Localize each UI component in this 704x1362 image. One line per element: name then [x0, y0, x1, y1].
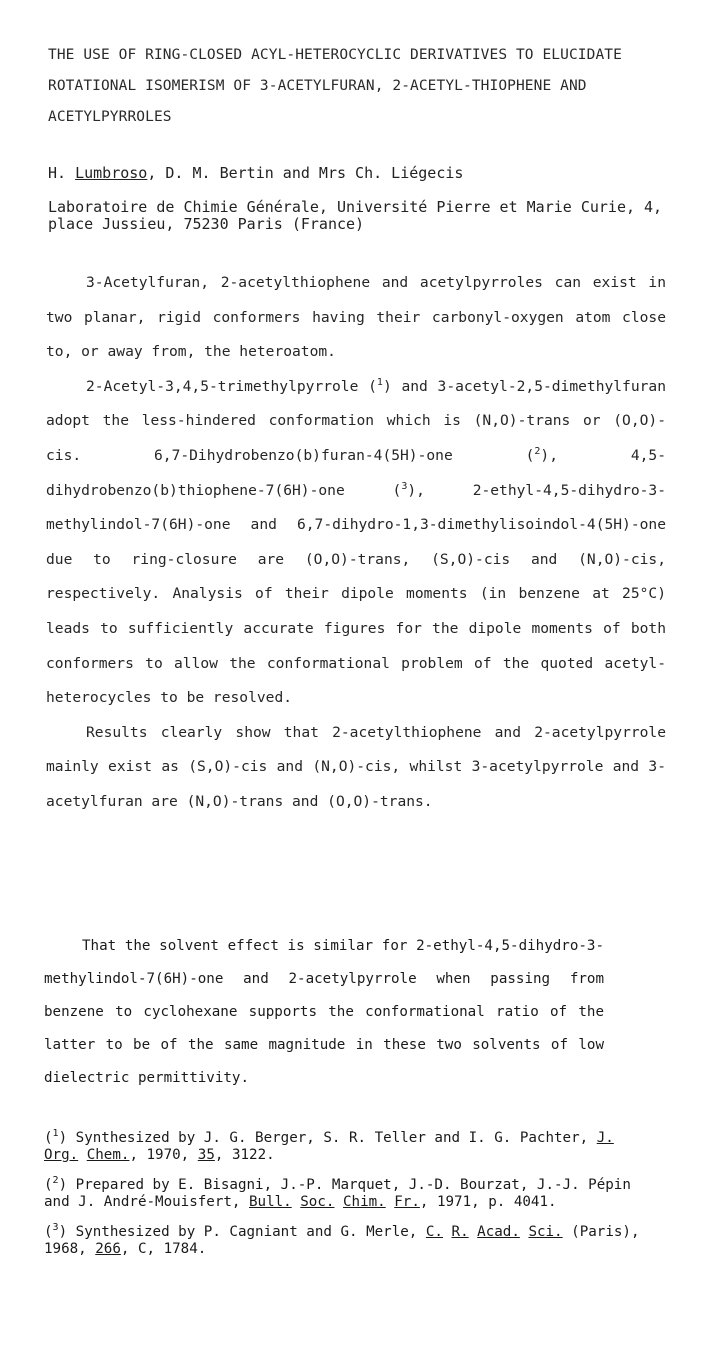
solvent-paragraph: That the solvent effect is similar for 2-ethyl-4,5-dihydro-3-methylindol-7(6H)-one and 2-acetylpyrrole when passing from benzene to cyclohexane supports the conformational ratio of the latter to be of the same magnitude in these two solvents of low dielectric permittivity.	[44, 938, 604, 1086]
footnote-run	[469, 1224, 478, 1240]
footnote-mark: 3	[52, 1222, 59, 1233]
author-line	[48, 160, 668, 186]
footnote-mark: 1	[52, 1128, 59, 1139]
footnote-underlined-run: J.	[596, 1130, 614, 1146]
footnote-underlined-run: Chim.	[342, 1194, 386, 1210]
footnote-run: , 3122.	[214, 1147, 275, 1163]
footnote-text	[44, 1177, 631, 1210]
footnote-underlined-run: 35	[197, 1147, 215, 1163]
footnote-text	[44, 1224, 639, 1257]
footnote-run	[443, 1224, 452, 1240]
footnotes	[44, 1130, 644, 1271]
footnote-run: , 1971, p. 4041.	[419, 1194, 557, 1210]
footnote-run	[386, 1194, 395, 1210]
paper-title: THE USE OF RING-CLOSED ACYL-HETEROCYCLIC DERIVATIVES TO ELUCIDATE ROTATIONAL ISOMERISM OF 3-ACETYLFURAN, 2-ACETYL-THIOPHENE AND ACETYLPYRROLES	[48, 47, 622, 125]
footnote-underlined-run: R.	[451, 1224, 469, 1240]
footnote-run: Synthesized by P. Cagniant and G. Merle,	[75, 1224, 426, 1240]
footnote-mark: 2	[52, 1175, 59, 1186]
footnote-2: ($^2$) Prepared by E. Bisagni, J.-P. Marquet, J.-D. Bourzat, J.-J. Pépin and J. André-Mouisfert, Bull. Soc. Chim. Fr., 1971, p. 4041.	[44, 1175, 631, 1210]
author-initial: H.	[48, 164, 76, 182]
footnote-text	[44, 1130, 614, 1163]
footnote-underlined-run: 266	[95, 1241, 121, 1257]
solvent-effect-section	[44, 930, 604, 1095]
abstract-text: ), 2-ethyl-4,5-dihydro-3-methylindol-7(6H)-one and 6,7-dihydro-1,3-dimethylisoindol-4(5H)-one due to ring-closure are (O,O)-trans, (S,O)-cis and (N,O)-cis, respectively. Analysis of their dipole moments (in benzene at 25°C) leads to sufficiently accurate figures for the dipole moments of both conformers to allow the conformational problem of the quoted acetyl-heterocycles to be resolved.	[46, 481, 666, 707]
abstract-text: 2-Acetyl-3,4,5-trimethylpyrrole (	[86, 377, 377, 395]
abstract-paragraph-3: Results clearly show that 2-acetylthiophene and 2-acetylpyrrole mainly exist as (S,O)-cis and (N,O)-cis, whilst 3-acetylpyrrole and 3-acetylfuran are (N,O)-trans and (O,O)-trans.	[46, 723, 666, 810]
abstract	[46, 266, 666, 820]
footnote-run: Prepared by E. Bisagni, J.-P. Marquet, J.-D. Bourzat, J.-J. Pépin and J. André-Mouisfert,	[44, 1177, 631, 1210]
abstract-text: ), 4,5-dihydrobenzo(b)thiophene-7(6H)-one (	[46, 446, 666, 499]
reference-mark: 3	[401, 480, 408, 492]
footnote-run	[292, 1194, 301, 1210]
footnote-underlined-run: Fr.	[394, 1194, 420, 1210]
footnote-underlined-run: Org.	[44, 1147, 79, 1163]
abstract-text: ) and 3-acetyl-2,5-dimethylfuran adopt the less-hindered conformation which is (N,O)-trans or (O,O)-cis. 6,7-Dihydrobenzo(b)furan-4(5H)-one (	[46, 377, 666, 464]
footnote-run: Synthesized by J. G. Berger, S. R. Teller and I. G. Pachter,	[75, 1130, 597, 1146]
affiliation: Laboratoire de Chimie Générale, Université Pierre et Marie Curie, 4, place Jussieu, 75230 Paris (France)	[48, 198, 663, 233]
footnote-run: , 1970,	[129, 1147, 198, 1163]
abstract-paragraph-1: 3-Acetylfuran, 2-acetylthiophene and acetylpyrroles can exist in two planar, rigid conformers having their carbonyl-oxygen atom close to, or away from, the heteroatom.	[46, 274, 666, 361]
author-underlined: Lumbroso	[75, 164, 148, 182]
footnote-underlined-run: Soc.	[300, 1194, 335, 1210]
footnote-underlined-run: Bull.	[249, 1194, 292, 1210]
footnote-run: (Paris), 1968,	[44, 1224, 640, 1257]
footnote-underlined-run: C.	[425, 1224, 443, 1240]
abstract-paragraph-2	[46, 370, 666, 716]
footnote-run: , C, 1784.	[120, 1241, 207, 1257]
reference-mark: 1	[376, 376, 383, 388]
footnote-run	[334, 1194, 343, 1210]
author-others: , D. M. Bertin and Mrs Ch. Liégecis	[147, 164, 464, 182]
footnote-1: ($^1$) Synthesized by J. G. Berger, S. R. Teller and I. G. Pachter, J. Org. Chem., 1970, 35, 3122.	[44, 1128, 614, 1163]
footnote-underlined-run: Sci.	[528, 1224, 563, 1240]
footnote-underlined-run: Chem.	[86, 1147, 130, 1163]
reference-mark: 2	[534, 445, 541, 457]
footnote-run	[78, 1147, 87, 1163]
footnote-3: ($^3$) Synthesized by P. Cagniant and G. Merle, C. R. Acad. Sci. (Paris), 1968, 266, C, 1784.	[44, 1222, 640, 1257]
footnote-underlined-run: Acad.	[477, 1224, 520, 1240]
